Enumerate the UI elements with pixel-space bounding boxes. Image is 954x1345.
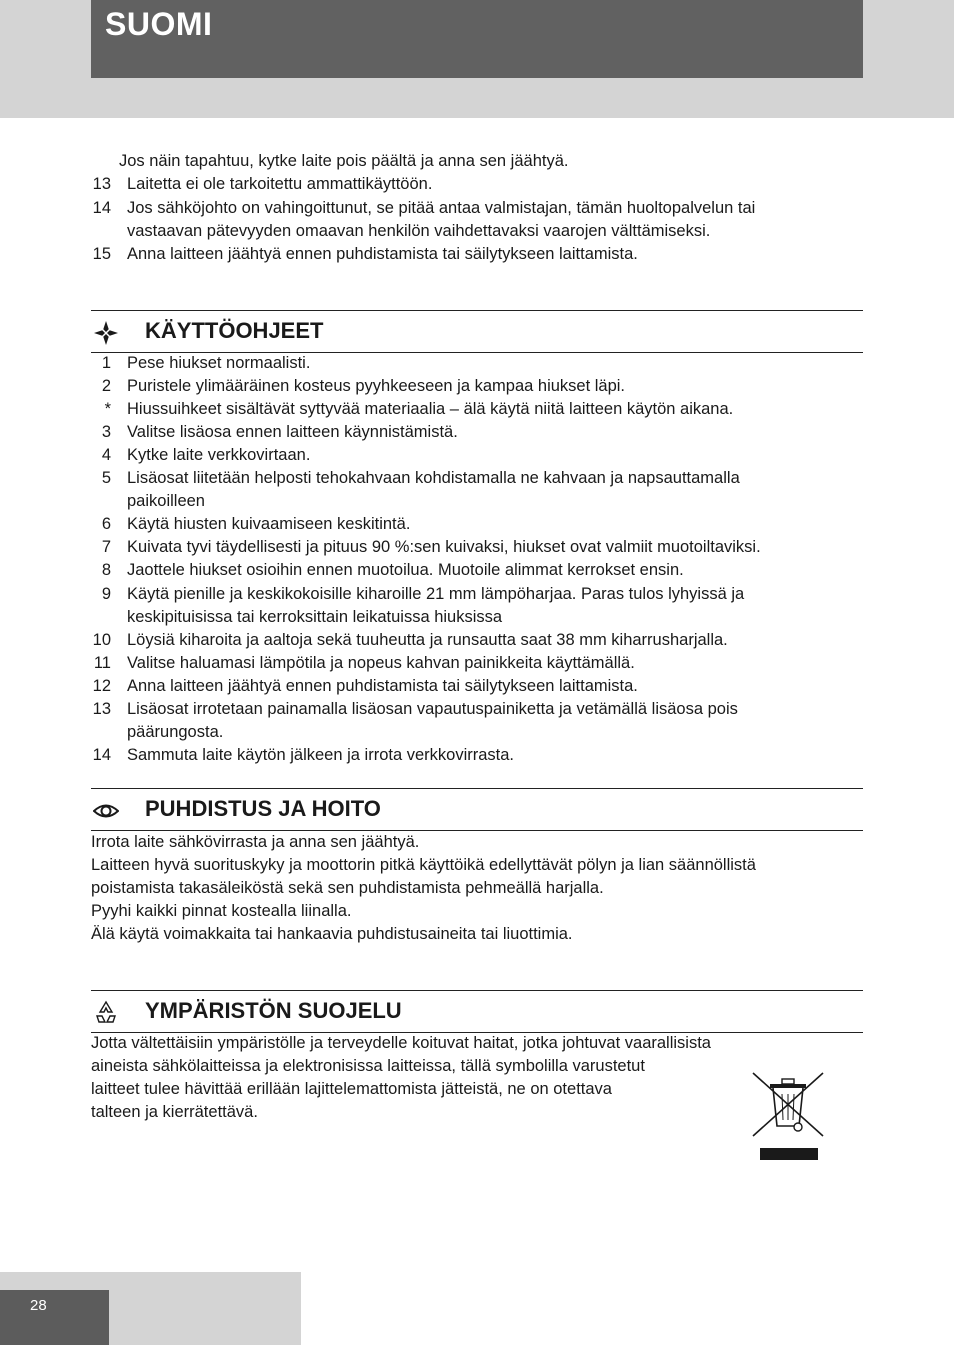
section-heading-cleaning [91, 790, 863, 830]
section-title: PUHDISTUS JA HOITO [145, 796, 381, 821]
page-title: SUOMI [105, 6, 213, 42]
section-heading-environment [91, 992, 863, 1032]
paragraph-line: Pyyhi kaikki pinnat kostealla liinalla. [91, 902, 352, 920]
section-title: YMPÄRISTÖN SUOJELU [145, 998, 402, 1023]
title-bar [91, 0, 863, 78]
paragraph-line: Älä käytä voimakkaita tai hankaavia puhdistusaineita tai liuottimia. [91, 925, 573, 943]
paragraph-line: poistamista takasäleiköstä sekä sen puhdistamista pehmeällä harjalla. [91, 879, 604, 897]
recycle-icon [93, 1000, 119, 1026]
section-rule-top [91, 788, 863, 789]
page-number: 28 [30, 1297, 47, 1314]
paragraph-line: Laitteen hyvä suorituskyky ja moottorin pitkä käyttöikä edellyttävät pölyn ja lian säännöllistä [91, 856, 756, 874]
eye-icon [93, 798, 119, 824]
crossed-tools-icon [93, 320, 119, 346]
paragraph-line: laitteet tulee hävittää erillään lajittelemattomista jätteistä, ne on otettava [91, 1080, 612, 1098]
section-title: KÄYTTÖOHJEET [145, 318, 324, 343]
page-number-box [0, 1290, 109, 1345]
section-heading-instructions [91, 312, 863, 352]
section-rule-top [91, 310, 863, 311]
crossed-out-bin-icon [750, 1070, 826, 1162]
paragraph-line: Jotta vältettäisiin ympäristölle ja terveydelle koituvat haitat, jotka johtuvat vaarallisista [91, 1034, 711, 1052]
paragraph-line: aineista sähkölaitteissa ja elektronisissa laitteissa, tällä symbolilla varustetut [91, 1057, 645, 1075]
section-rule-top [91, 990, 863, 991]
paragraph-line: Irrota laite sähkövirrasta ja anna sen jäähtyä. [91, 833, 420, 851]
intro-continuation: Jos näin tapahtuu, kytke laite pois päältä ja anna sen jäähtyä. [119, 152, 569, 170]
paragraph-line: talteen ja kierrätettävä. [91, 1103, 258, 1121]
